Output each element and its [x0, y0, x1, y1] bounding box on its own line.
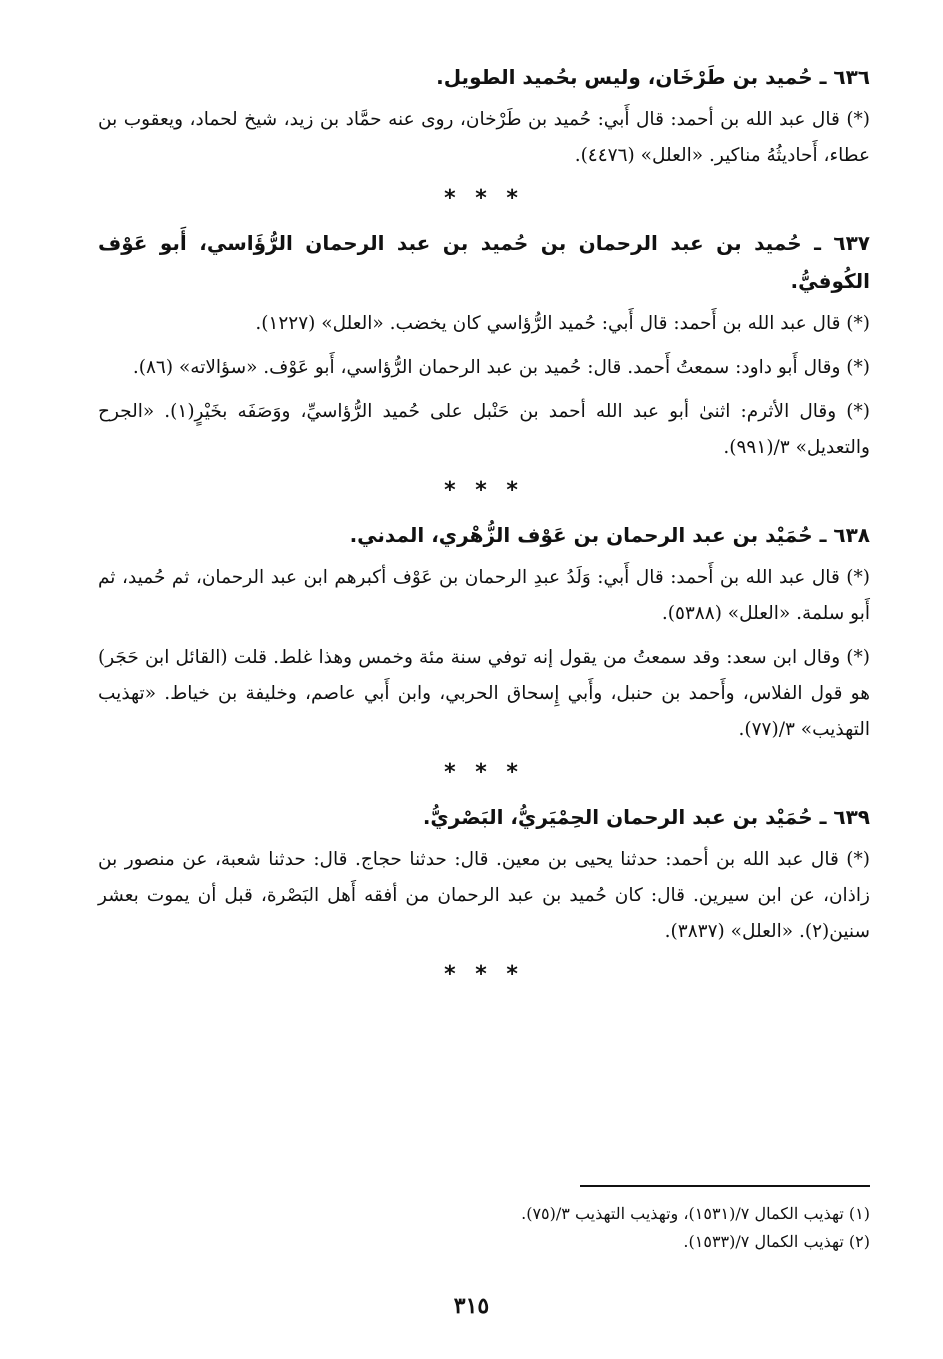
- section-separator: * * *: [444, 478, 524, 503]
- entry-paragraph: (*) قال عبد الله بن أحمد: قال أَبي: حُميد بن طَرْخان، روى عنه حمَّاد بن زيد، شيخ لحماد، ويعقوب بن عطاء، أَحاديثُهُ مناكير. «العلل» (٤٤٧٦).: [98, 109, 870, 166]
- section-separator: * * *: [444, 962, 524, 987]
- entry-636: [98, 58, 870, 174]
- entry-title: ٦٣٩ ـ حُمَيْد بن عبد الرحمان الحِمْيَريُّ، البَصْريُّ.: [422, 805, 870, 829]
- footnote-divider: [580, 1185, 870, 1187]
- entry-639: [98, 798, 870, 950]
- page-body: [98, 58, 870, 1000]
- entry-paragraph: (*) وقال أَبو داود: سمعتُ أَحمد. قال: حُميد بن عبد الرحمان الرُّؤاسي، أَبو عَوْف. «سؤالاته» (٨٦).: [132, 357, 870, 378]
- footnote-1: (١) تهذيب الكمال ٧/(١٥٣١)، وتهذيب التهذيب ٣/(٧٥).: [521, 1204, 870, 1223]
- entry-638: [98, 516, 870, 748]
- entry-paragraph: (*) وقال ابن سعد: وقد سمعتُ من يقول إنه توفي سنة مئة وخمس وهذا غلط. قلت (القائل ابن حَجَر) هو قول الفلاس، وأَحمد بن حنبل، وأَبي إِسحاق الحربي، وابن أَبي عاصم، وخليفة بن خياط. «تهذيب التهذيب» ٣/(٧٧).: [98, 647, 870, 740]
- entry-637: [98, 224, 870, 466]
- entry-title: ٦٣٧ ـ حُميد بن عبد الرحمان بن حُميد بن عبد الرحمان الرُّؤَاسي، أَبو عَوْف الكُوفيُّ.: [98, 231, 870, 293]
- entry-title: ٦٣٨ ـ حُمَيْد بن عبد الرحمان بن عَوْف الزُّهْري، المدني.: [349, 523, 870, 547]
- section-separator: * * *: [444, 760, 524, 785]
- footnotes: [98, 1200, 870, 1256]
- entry-paragraph: (*) قال عبد الله بن أَحمد: قال أَبي: حُميد الرُّؤاسي كان يخضب. «العلل» (١٢٢٧).: [255, 313, 870, 334]
- footnote-2: (٢) تهذيب الكمال ٧/(١٥٣٣).: [683, 1232, 870, 1251]
- entry-paragraph: (*) قال عبد الله بن أحمد: حدثنا يحيى بن معين. قال: حدثنا حجاج. قال: حدثنا شعبة، عن منصور بن زاذان، عن ابن سيرين. قال: كان حُميد بن عبد الرحمان من أفقه أَهل البَصْرة، قبل أن يموت بعشر سنين(٢). «العلل» (٣٨٣٧).: [98, 849, 870, 942]
- page-number: ٣١٥: [453, 1293, 490, 1319]
- section-separator: * * *: [444, 186, 524, 211]
- entry-title: ٦٣٦ ـ حُميد بن طَرْخَان، وليس بحُميد الطويل.: [436, 65, 870, 89]
- entry-paragraph: (*) وقال الأثرم: اثنىٰ أبو عبد الله أحمد بن حَنْبل على حُميد الرُّؤاسيِّ، ووَصَفَه بخَيْرٍ(١). «الجرح والتعديل» ٣/(٩٩١).: [98, 401, 870, 458]
- entry-paragraph: (*) قال عبد الله بن أَحمد: قال أَبي: وَلَدُ عبدِ الرحمان بن عَوْف أكبرهم ابن عبد الرحمان، ثم حُميد، ثم أَبو سلمة. «العلل» (٥٣٨٨).: [98, 567, 870, 624]
